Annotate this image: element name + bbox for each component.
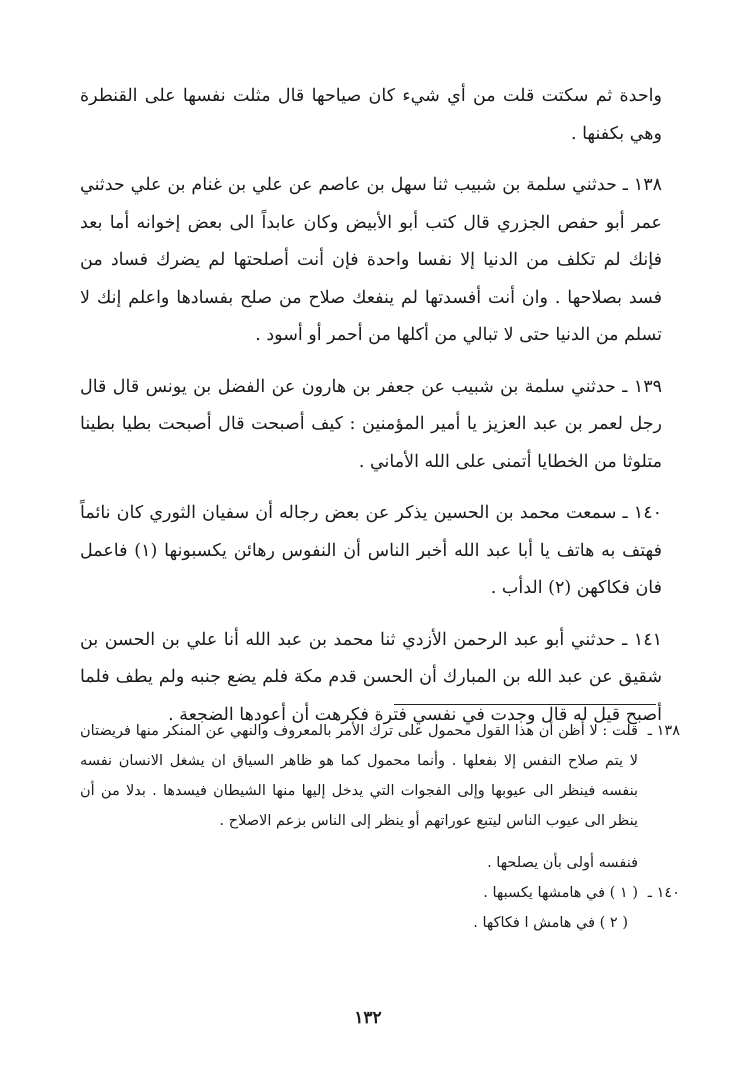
footnote-divider xyxy=(394,704,656,705)
footnote-138-continuation: فنفسه أولى بأن يصلحها . xyxy=(487,855,638,871)
footnote-138-number: ١٣٨ ـ xyxy=(647,723,680,739)
paragraph-139: ١٣٩ ـ حدثني سلمة بن شبيب عن جعفر بن هارون عن الفضل بن يونس قال قال رجل لعمر بن عبد العزيز يا أمير المؤمنين : كيف أصبحت قال أصبحت بطيا بطينا متلوثا من الخطايا أتمنى على الله الأماني . xyxy=(80,376,662,472)
page-number: ١٣٢ xyxy=(354,1008,382,1028)
footnote-138 xyxy=(80,716,680,836)
paragraph-140: ١٤٠ ـ سمعت محمد بن الحسين يذكر عن بعض رجاله أن سفيان الثوري كان نائماً فهتف به هاتف يا أبا عبد الله أخبر الناس أن النفوس رهائن يكسبونها (١) فاعمل فان فكاكهن (٢) الدأب . xyxy=(80,503,662,598)
footnotes xyxy=(80,716,680,938)
paragraph-intro: واحدة ثم سكتت قلت من أي شيء كان صياحها قال مثلت نفسها على القنطرة وهي بكفنها . xyxy=(80,86,662,144)
footnote-140-number: ١٤٠ ـ xyxy=(647,885,680,901)
footnote-138-text: قلت : لا أظن أن هذا القول محمول على ترك الأمر بالمعروف والنهي عن المنكر منها فريضتان لا يتم صلاح النفس إلا بفعلها . وأنما محمول كما هو ظاهر السياق ان يشغل الانسان نفسه بنفسه فينظر الى عيوبها وإلى الفجوات التي يدخل إليها منها الشيطان فيسدها . بدلا من أن ينظر الى عيوب الناس ليتبع عوراتهم أو ينظر إلى الناس بزعم الاصلاح . xyxy=(80,723,638,829)
footnote-140 xyxy=(80,878,680,908)
paragraph-141: ١٤١ ـ حدثني أبو عبد الرحمن الأزدي ثنا محمد بن عبد الله أنا علي بن الحسن بن شقيق عن عبد الله بن المبارك أن الحسن قدم مكة فلم يضع جنبه ولم يطف فلما أصبح قيل له قال وجدت في نفسي فترة فكرهت أن أعودها الضجعة . xyxy=(80,629,662,725)
footnote-140-note-1: ( ١ ) في هامشها يكسبها . xyxy=(483,885,638,901)
main-text xyxy=(80,78,662,748)
paragraph-138: ١٣٨ ـ حدثني سلمة بن شبيب ثنا سهل بن عاصم عن علي بن غنام بن علي حدثني عمر أبو حفص الجزري قال كتب أبو الأبيض وكان عابداً الى بعض إخوانه أما بعد فإنك لم تكلف من الدنيا إلا نفسا واحدة فإن أنت أصلحتها لم يضرك فساد من فسد بصلاحها . وان أنت أفسدتها لم ينفعك صلاح من صلح بفسادها واعلم إنك لا تسلم من الدنيا حتى لا تبالي من أكلها من أحمر أو أسود . xyxy=(80,175,662,345)
footnote-140-note-2: ( ٢ ) في هامش ا فكاكها . xyxy=(473,915,628,931)
